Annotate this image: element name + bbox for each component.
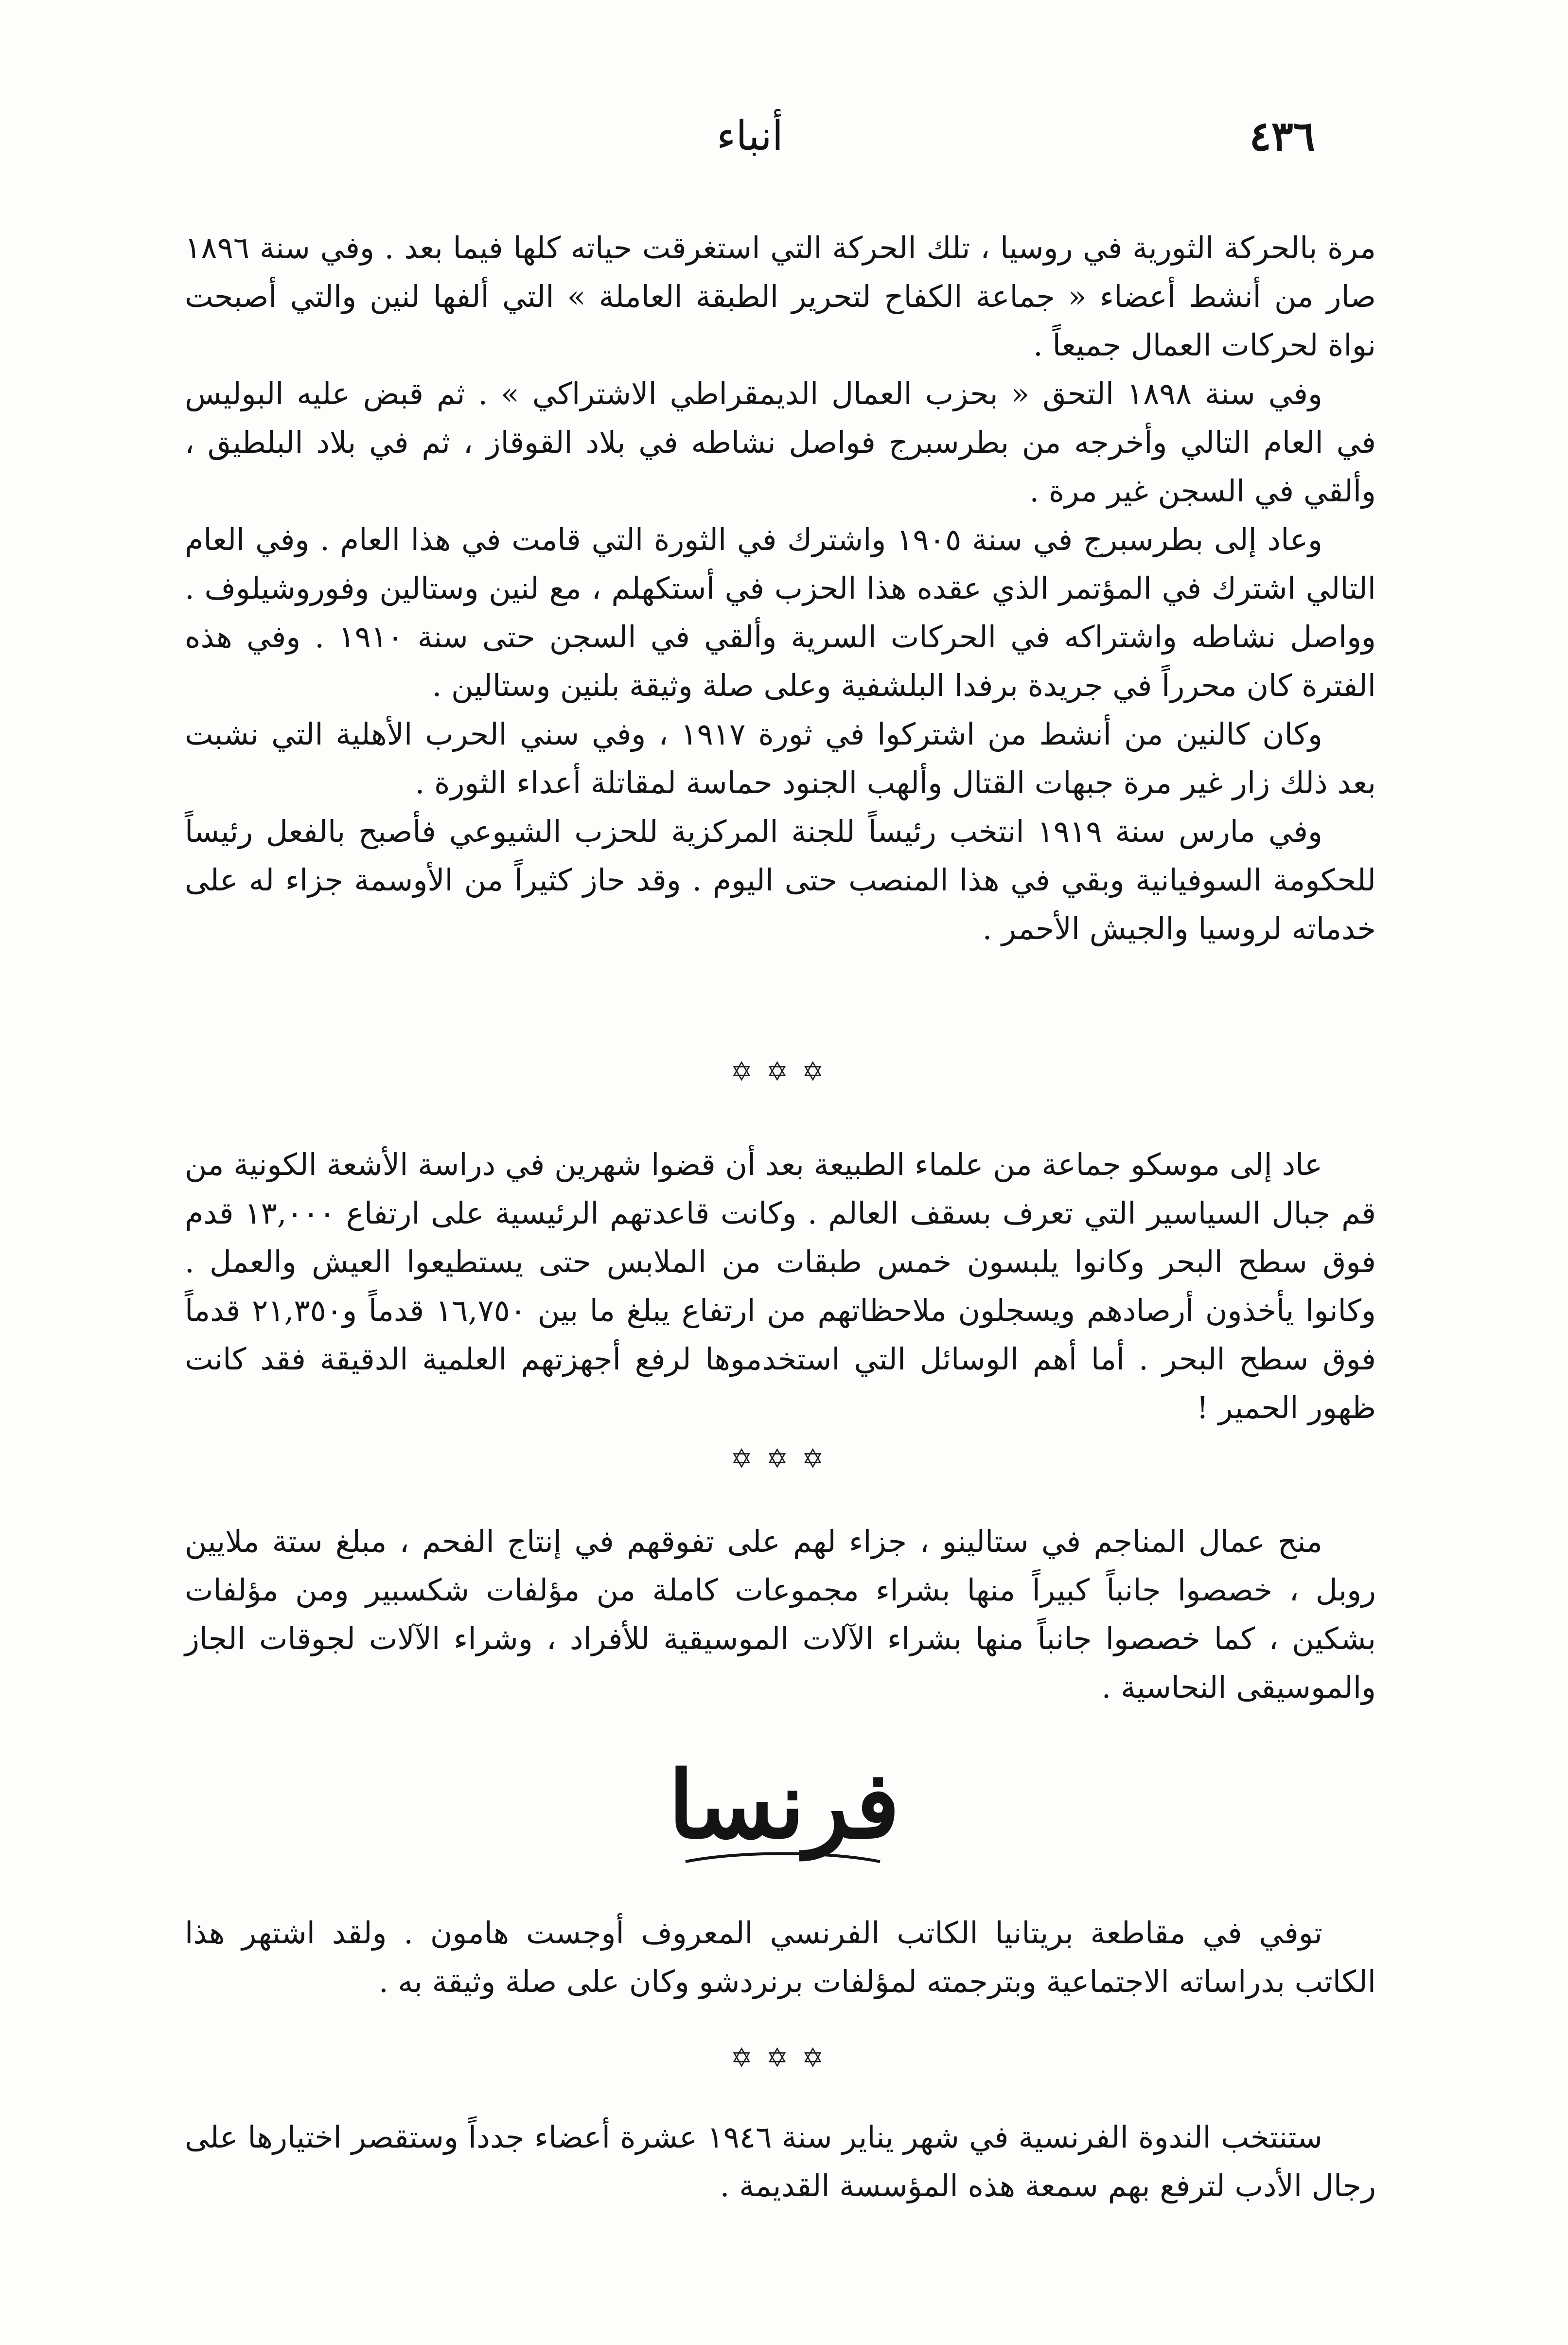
- running-head: أنباء: [716, 112, 784, 160]
- miners-news: [185, 1517, 1376, 1712]
- paragraph-stalino-miners: منح عمال المناجم في ستالينو ، جزاء لهم على تفوقهم في إنتاج الفحم ، مبلغ ستة ملايين روبل ، خصصوا جانباً كبيراً منها بشراء مجموعات كاملة من مؤلفات شكسبير ومن مؤلفات بشكين ، كما خصصوا جانباً منها بشراء الآلات الموسيقية للأفراد ، وشراء الآلات لجوقات الجاز والموسيقى النحاسية .: [185, 1524, 1376, 1705]
- hamon-news: [185, 1909, 1376, 2006]
- page-number: ٤٣٦: [1249, 112, 1315, 160]
- paragraph-president-1919: وفي مارس سنة ١٩١٩ انتخب رئيساً للجنة المركزية للحزب الشيوعي فأصبح بالفعل رئيساً للحكومة السوفيانية وبقي في هذا المنصب حتى اليوم . وقد حاز كثيراً من الأوسمة جزاء له على خدماته لروسيا والجيش الأحمر .: [185, 814, 1376, 946]
- paragraph-party-1898: وفي سنة ١٨٩٨ التحق « بحزب العمال الديمقراطي الاشتراكي » . ثم قبض عليه البوليس في العام التالي وأخرجه من بطرسبرج فواصل نشاطه في بلاد القوقاز ، ثم في بلاد البلطيق ، وألقي في السجن غير مرة .: [185, 376, 1376, 509]
- paragraph-return-1905: وعاد إلى بطرسبرج في سنة ١٩٠٥ واشترك في الثورة التي قامت في هذا العام . وفي العام التالي اشترك في المؤتمر الذي عقده هذا الحزب في أستكهلم ، مع لنين وستالين وفوروشيلوف . وواصل نشاطه واشتراكه في الحركات السرية وألقي في السجن حتى سنة ١٩١٠ . وفي هذه الفترة كان محرراً في جريدة برفدا البلشفية وعلى صلة وثيقة بلنين وستالين .: [185, 522, 1376, 703]
- cosmic-rays-news: [185, 1140, 1376, 1432]
- page-header: [185, 112, 1315, 170]
- paragraph-revolutionary-start: مرة بالحركة الثورية في روسيا ، تلك الحركة التي استغرقت حياته كلها فيما بعد . وفي سنة ١٨٩٦ صار من أنشط أعضاء « جماعة الكفاح لتحرير الطبقة العاملة » التي ألفها لنين والتي أصبحت نواة لحركات العمال جميعاً .: [185, 230, 1376, 363]
- paragraph-french-academy: ستنتخب الندوة الفرنسية في شهر يناير سنة ١٩٤٦ عشرة أعضاء جدداً وستقصر اختيارها على رجال الأدب لترفع بهم سمعة هذه المؤسسة القديمة .: [185, 2119, 1376, 2203]
- paragraph-hamon-death: توفي في مقاطعة بريتانيا الكاتب الفرنسي المعروف أوجست هامون . ولقد اشتهر هذا الكاتب بدراساته الاجتماعية وبترجمته لمؤلفات برنردشو وكان على صلة وثيقة به .: [185, 1915, 1376, 1999]
- paragraph-revolution-1917: وكان كالنين من أنشط من اشتركوا في ثورة ١٩١٧ ، وفي سني الحرب الأهلية التي نشبت بعد ذلك زار غير مرة جبهات القتال وألهب الجنود حماسة لمقاتلة أعداء الثورة .: [185, 716, 1376, 800]
- title-flourish: [681, 1848, 885, 1867]
- section-divider-stars: ✡✡✡: [730, 1056, 838, 1087]
- paragraph-cosmic-rays: عاد إلى موسكو جماعة من علماء الطبيعة بعد أن قضوا شهرين في دراسة الأشعة الكونية من قم جبال السياسير التي تعرف بسقف العالم . وكانت قاعدتهم الرئيسية على ارتفاع ١٣,٠٠٠ قدم فوق سطح البحر وكانوا يلبسون خمس طبقات من الملابس حتى يستطيعوا العيش والعمل . وكانوا يأخذون أرصادهم ويسجلون ملاحظاتهم من ارتفاع يبلغ ما بين ١٦,٧٥٠ قدماً و٢١,٣٥٠ قدماً فوق سطح البحر . أما أهم الوسائل التي استخدموها لرفع أجهزتهم العلمية الدقيقة فقد كانت ظهور الحمير !: [185, 1147, 1376, 1425]
- russia-section-body: [185, 224, 1376, 953]
- section-title-france: فرنسا: [668, 1751, 900, 1859]
- section-divider-stars: ✡✡✡: [730, 1443, 838, 1474]
- academy-news: [185, 2113, 1376, 2210]
- section-divider-stars: ✡✡✡: [730, 2043, 838, 2073]
